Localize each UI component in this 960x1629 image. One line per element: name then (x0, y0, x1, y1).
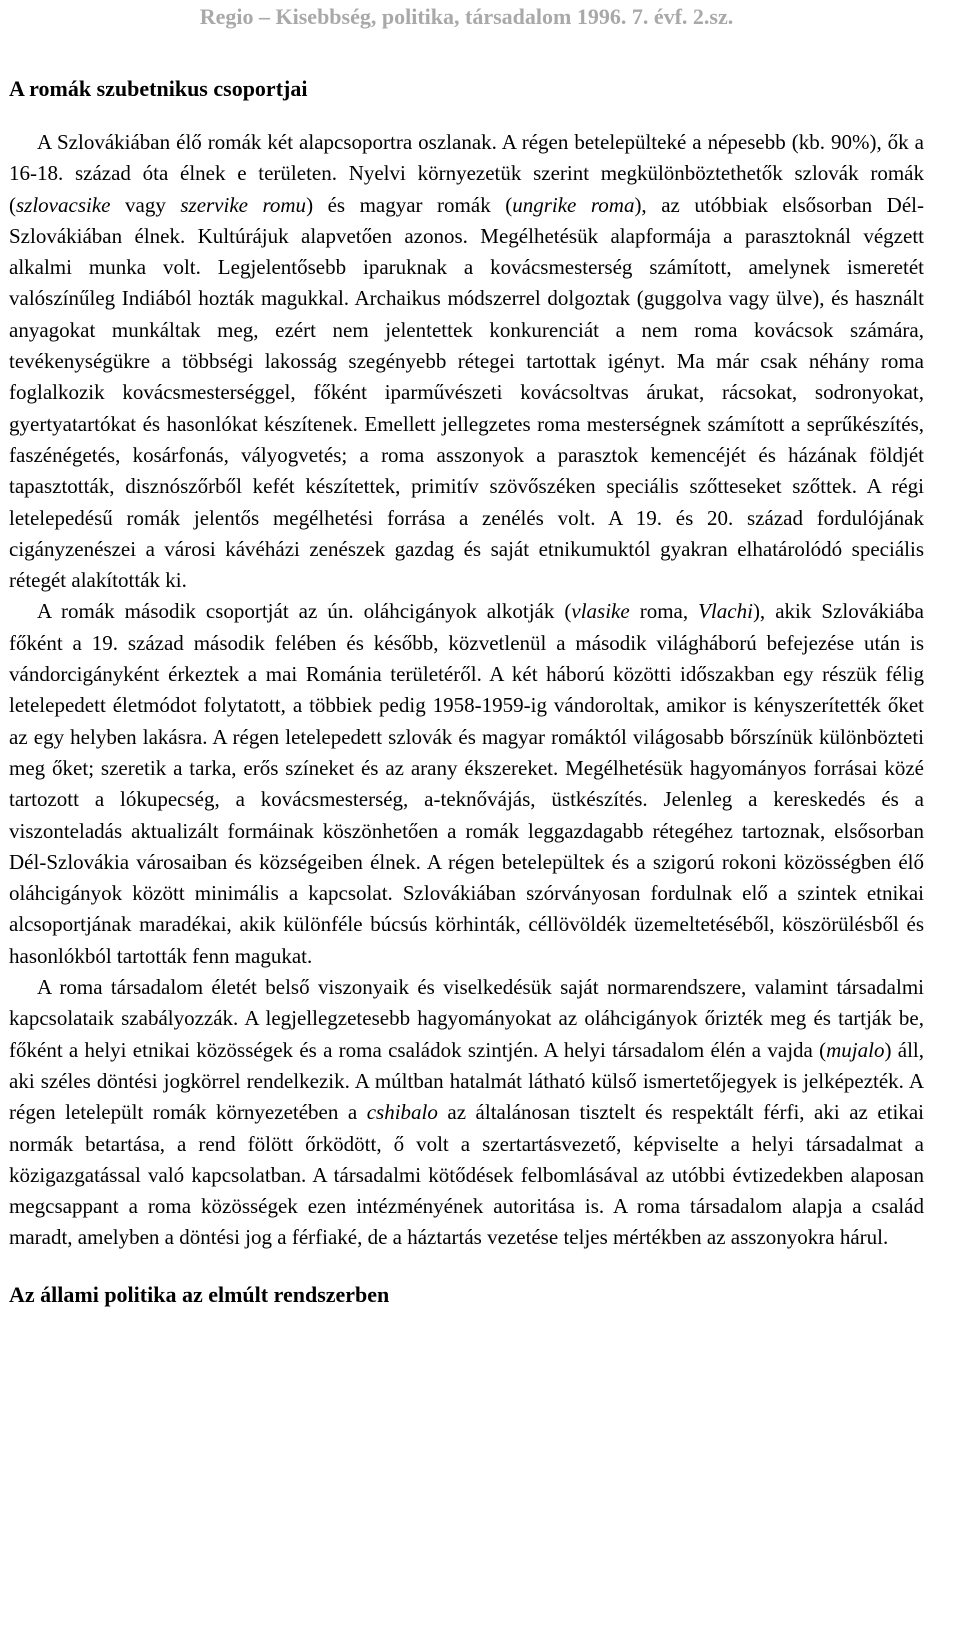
text-run: roma, (629, 599, 699, 624)
text-run: az általánosan tisztelt és respektált férfi, aki az etikai normák betartása, a rend fölött őrködött, ő volt a szertartásvezető, képviselte a helyi társadalmat a közigazgatással való kapcsolatban. A társadalmi kötődések felbomlásával az utóbbi évtizedekben alaposan megcsappant a roma közösségek ezen intézményének autoritása is. A roma társadalom alapja a család maradt, amelyben a döntési jog a férfiaké, de a háztartás vezetése teljes mértékben az asszonyokra hárul. (9, 1100, 924, 1250)
next-section-title: Az állami politika az elmúlt rendszerben (9, 1281, 390, 1307)
italic-term: Vlachi (698, 599, 753, 624)
italic-term: cshibalo (366, 1100, 438, 1125)
italic-term: ungrike roma (512, 192, 635, 217)
text-run: ), akik Szlovákiába főként a 19. század második felében és később, közvetlenül a második világháború befejezése után is vándorcigányként érkeztek a mai Románia területéről. A két háború közötti időszakban egy részük félig letelepedett életmódot folytatott, a többiek pedig 1958-1959-ig vándoroltak, amikor is kényszerítették őket az egy helyben lakásra. A régen letelepedett szlovák és magyar romáktól világosabb bőrszínük különbözteti meg őket; szeretik a tarka, erős színeket és az arany ékszereket. Megélhetésük hagyományos forrásai közé tartozott a lókupecség, a kovácsmesterség, a-teknővájás, üstkészítés. Jelenleg a kereskedés és a viszonteladás aktualizált formáinak köszönhetően a romák leggazdagabb rétegéhez tartoznak, elsősorban Dél-Szlovákia városaiban és községeiben élnek. A régen betelepültek és a szigorú rokoni közösségben élő oláhcigányok között minimális a kapcsolat. Szlovákiában szórványosan fordulnak elő a szintek etnikai alcsoportjának maradékai, akik különféle búcsús körhinták, céllövöldék üzemeltetéséből, köszörülésből és hasonlókból tartották fenn magukat. (9, 599, 924, 968)
text-run: ) és magyar romák ( (306, 192, 513, 217)
italic-term: szervike romu (180, 192, 307, 217)
text-run: A romák második csoportját az ún. oláhcigányok alkotják ( (37, 599, 572, 624)
running-header: Regio – Kisebbség, politika, társadalom 1996. 7. évf. 2.sz. (199, 4, 734, 29)
paragraph-1 (9, 127, 924, 596)
section-title: A romák szubetnikus csoportjai (9, 76, 308, 101)
text-run: A roma társadalom életét belső viszonyaik és viselkedésük saját normarendszere, valamint társadalmi kapcsolataik szabályozzák. A legjellegzetesebb hagyományokat az oláhcigányok őrizték meg és tartják be, főként a helyi etnikai közösségek és a roma családok szintjén. A helyi társadalom élén a vajda ( (9, 975, 924, 1062)
italic-term: mujalo (826, 1037, 885, 1062)
text-run: ), az utóbbiak elsősorban Dél-Szlovákiában élnek. Kultúrájuk alapvetően azonos. Megélhetésük alapformája a parasztoknál végzett alkalmi munka volt. Legjelentősebb iparuknak a kovácsmesterség számított, amelynek ismeretét valószínűleg Indiából hozták magukkal. Archaikus módszerrel dolgoztak (guggolva vagy ülve), és használt anyagokat munkáltak meg, ezért nem jelentettek konkurenciát a nem roma kovácsok számára, tevékenységükre a többségi lakosság szegényebb rétegei tartottak igényt. Ma már csak néhány roma foglalkozik kovácsmesterséggel, főként iparművészeti kovácsoltvas árukat, rácsokat, sodronyokat, gyertyatartókat és hasonlókat készítenek. Emellett jellegzetes roma mesterségnek számított a seprűkészítés, faszénégetés, kosárfonás, vályogvetés; a roma asszonyok a parasztok kemencéjét és házának földjét tapasztották, disznószőrből kefét készítettek, primitív szövőszéken speciális szőtteseket szőttek. A régi letelepedésű romák jelentős megélhetési forrása a zenélés volt. A 19. és 20. század fordulójának cigányzenészei a városi kávéházi zenészek gazdag és saját etnikumuktól gyakran elhatárolódó speciális rétegét alakították ki. (9, 192, 924, 593)
text-run: ) áll, aki széles döntési jogkörrel rendelkezik. A múltban hatalmát látható külső ismertetőjegyek is jelképezték. A régen letelepült romák környezetében a (9, 1037, 924, 1125)
text-run: vagy (110, 192, 181, 217)
italic-term: szlovacsike (16, 192, 111, 217)
paragraph-3 (9, 972, 924, 1254)
section-body (9, 127, 924, 1254)
italic-term: vlasike (571, 599, 630, 624)
paragraph-2 (9, 596, 924, 972)
text-run: A Szlovákiában élő romák két alapcsoportra oszlanak. A régen betelepülteké a népesebb (kb. 90%), ők a 16-18. század óta élnek e területen. Nyelvi környezetük szerint megkülönböztethetők szlovák romák ( (9, 130, 924, 217)
